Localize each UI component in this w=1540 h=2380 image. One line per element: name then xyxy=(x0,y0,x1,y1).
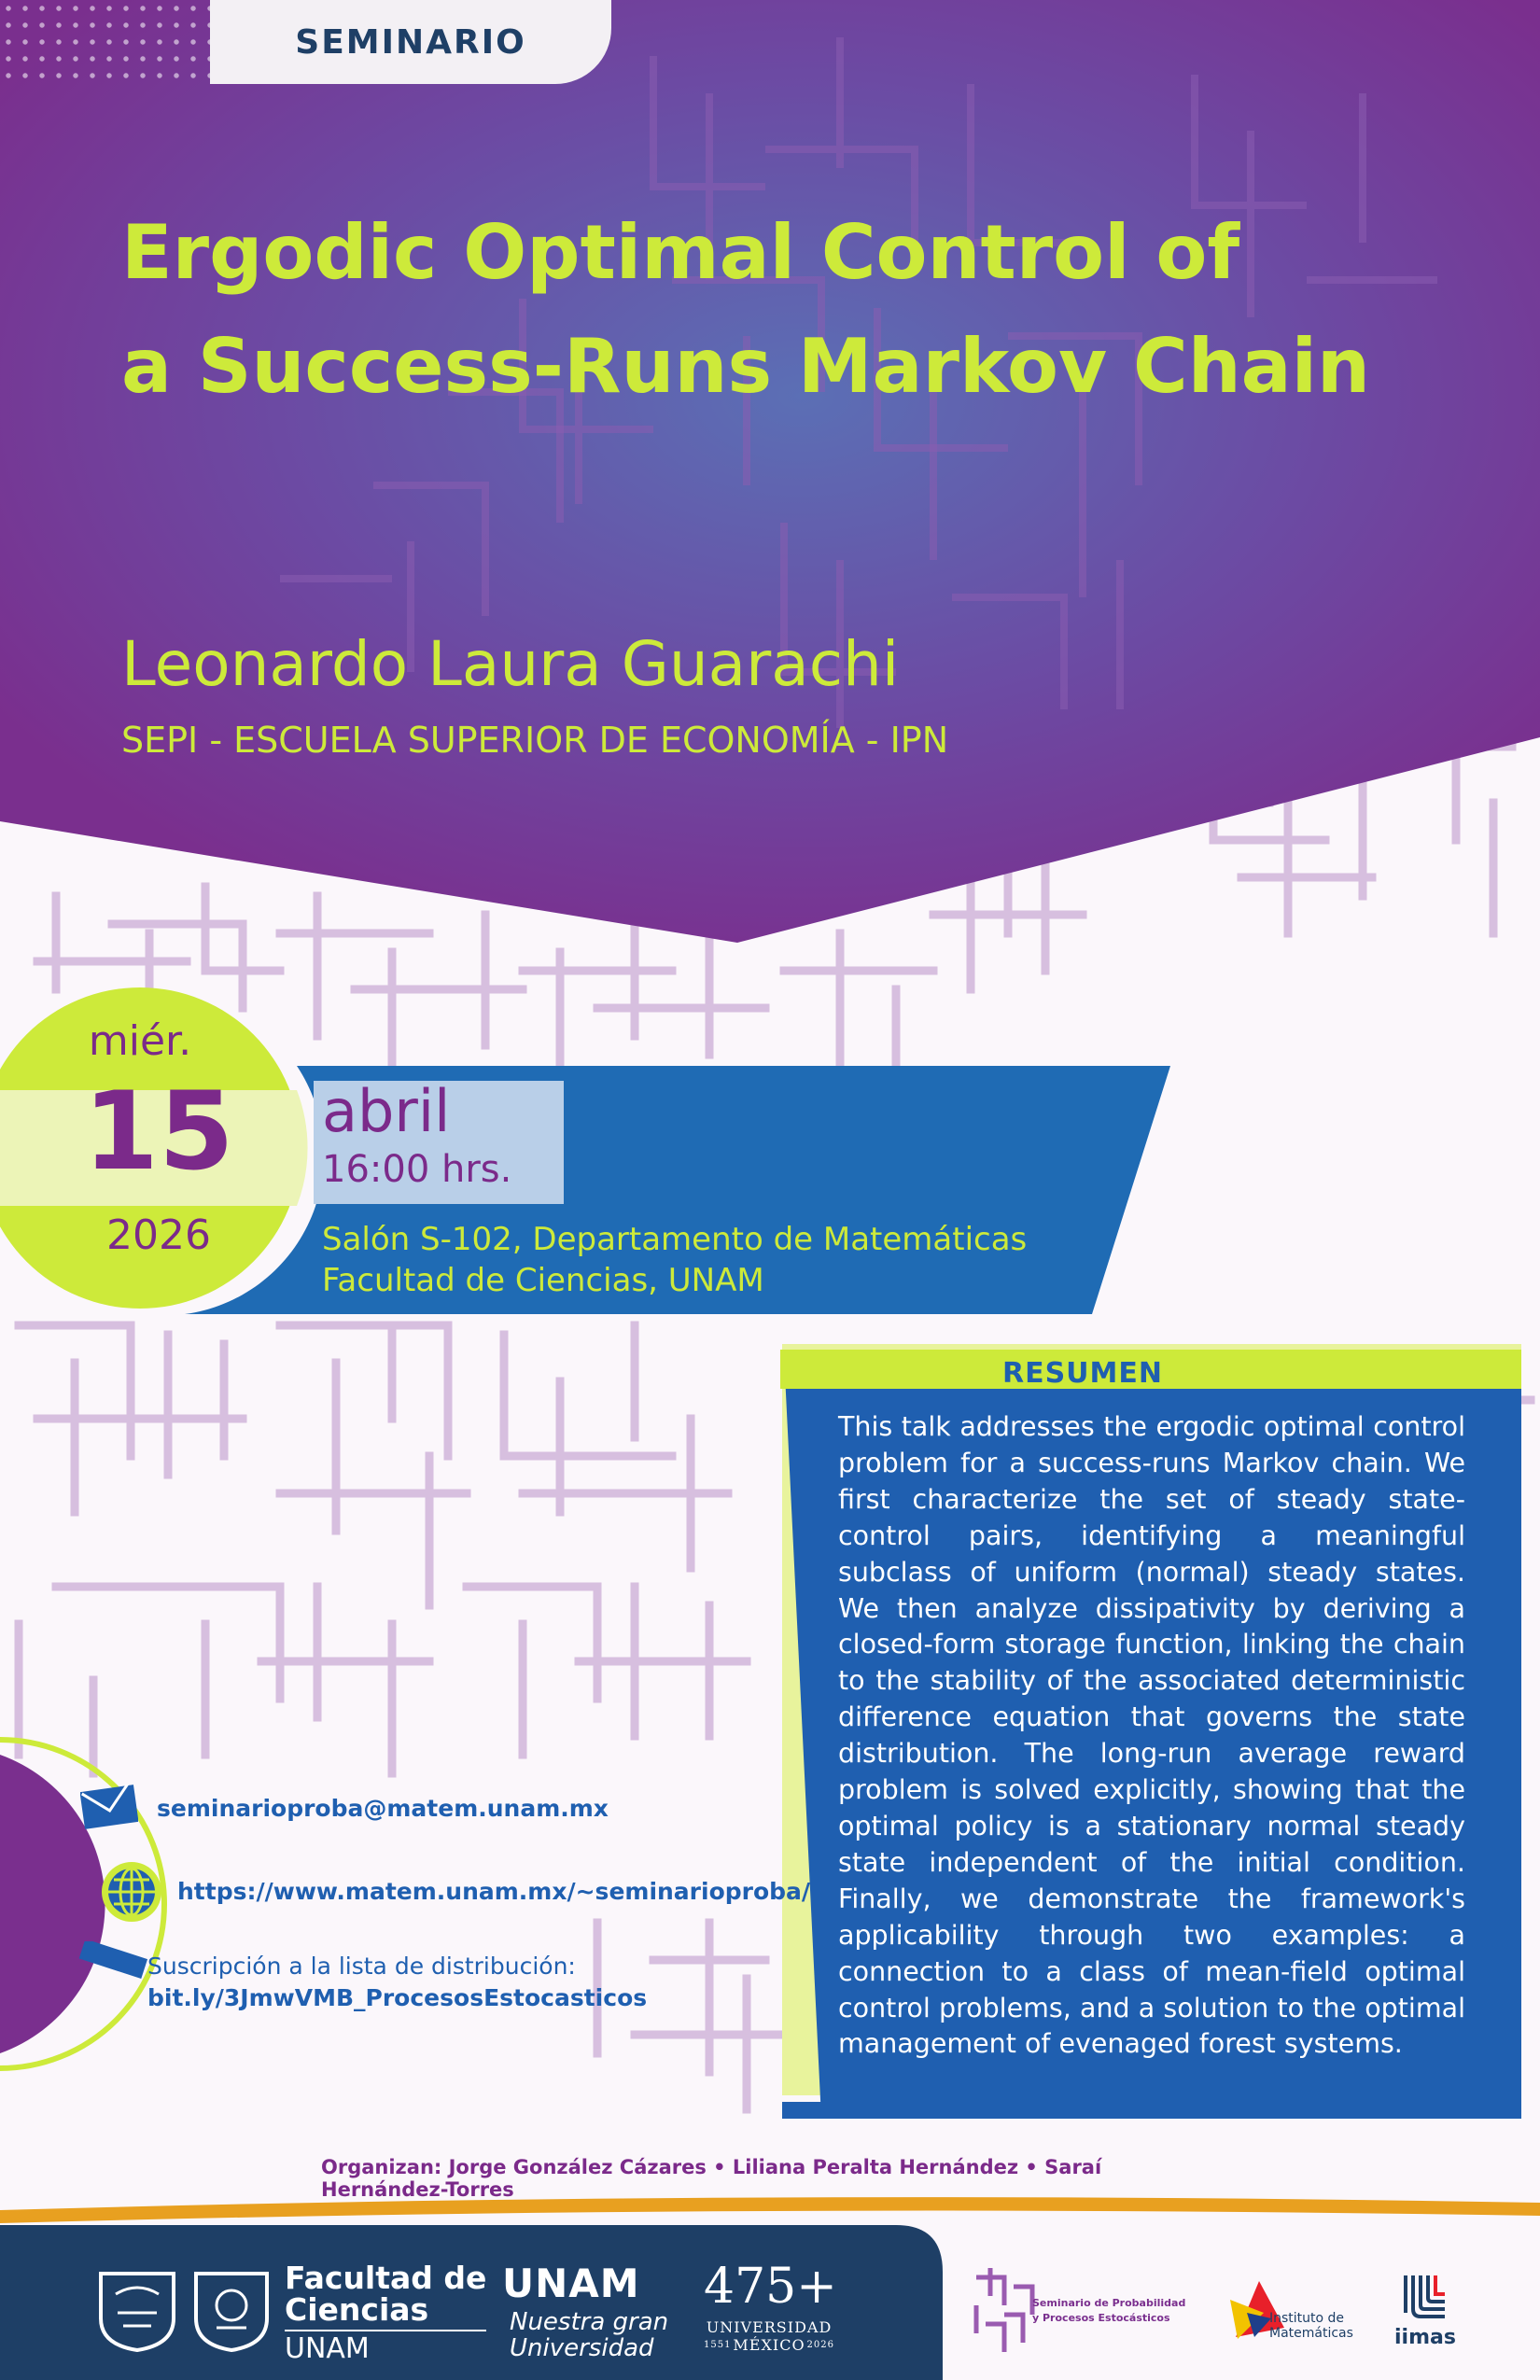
im-logo-text xyxy=(1269,2311,1353,2341)
day-number: 15 xyxy=(83,1069,234,1195)
mail-icon xyxy=(80,1785,138,1831)
globe-icon xyxy=(99,1859,164,1925)
event-time: 16:00 hrs. xyxy=(322,1148,512,1191)
faculty-shield-icon xyxy=(190,2268,273,2354)
im-logo-line-2: Matemáticas xyxy=(1269,2326,1353,2341)
year: 2026 xyxy=(106,1211,211,1259)
anniversary-sub-1: UNIVERSIDAD xyxy=(706,2318,833,2336)
venue xyxy=(322,1219,1027,1301)
anniversary-sub-2: MÉXICO xyxy=(733,2336,805,2354)
speaker-name: Leonardo Laura Guarachi xyxy=(121,628,900,700)
abstract-heading: RESUMEN xyxy=(1001,1357,1163,1390)
title-line-1: Ergodic Optimal Control of xyxy=(121,209,1240,296)
anniversary-sub xyxy=(704,2318,834,2354)
anniversary-year-1: 1551 xyxy=(704,2340,732,2350)
fc-logo-text xyxy=(285,2262,486,2365)
speaker-affiliation: SEPI - ESCUELA SUPERIOR DE ECONOMÍA - IPN xyxy=(121,720,949,761)
weekday: miér. xyxy=(88,1017,192,1065)
venue-line-2: Facultad de Ciencias, UNAM xyxy=(322,1262,764,1299)
iimas-logo-text: iimas xyxy=(1394,2326,1456,2349)
subscription-label: Suscripción a la lista de distribución: xyxy=(147,1953,576,1980)
talk-title xyxy=(121,196,1475,424)
venue-line-1: Salón S-102, Departamento de Matemáticas xyxy=(322,1221,1028,1258)
abstract-text: This talk addresses the ergodic optimal control problem for a success-runs Markov chain. We first characterize the set of steady state-control pairs, identifying a meaningful subclass of uniform (normal) steady states. We then analyze dissipativity by deriving a closed-form storage function, linking the chain to the stability of the associated deterministic difference equation that governs the state distribution. The long-run average reward problem is solved explicitly, showing that the optimal policy is a stationary normal steady state independent of the initial condition. Finally, we demonstrate the framework's applicability through two examples: a connection to a class of mean-field optimal control problems, and a solution to the optimal management of evenaged forest systems. xyxy=(838,1411,1465,2060)
seminar-logo-line-1: Seminario de Probabilidad xyxy=(1032,2297,1186,2309)
fc-line-2: Ciencias xyxy=(285,2291,429,2328)
email-link[interactable]: seminarioproba@matem.unam.mx xyxy=(157,1795,609,1822)
im-logo-line-1: Instituto de xyxy=(1269,2311,1345,2326)
dot-pattern xyxy=(0,0,210,84)
subscription-link[interactable]: bit.ly/3JmwVMB_ProcesosEstocasticos xyxy=(147,1984,648,2011)
seminar-tag: SEMINARIO xyxy=(210,0,611,84)
seminar-logo-line-2: y Procesos Estocásticos xyxy=(1032,2312,1170,2324)
iimas-logo-icon xyxy=(1398,2270,1450,2322)
unam-shield-icon xyxy=(95,2268,179,2354)
pencil-icon xyxy=(77,1941,151,1979)
fc-line-3: UNAM xyxy=(285,2330,486,2365)
seminar-logo-text xyxy=(1032,2296,1185,2326)
unam-tagline-2: Universidad xyxy=(510,2334,654,2362)
unam-logo: UNAM xyxy=(502,2261,640,2306)
month: abril xyxy=(322,1077,451,1145)
anniversary-year-2: 2026 xyxy=(806,2340,834,2350)
unam-tagline xyxy=(510,2309,668,2361)
title-line-2: a Success-Runs Markov Chain xyxy=(121,323,1371,410)
fc-line-1: Facultad de xyxy=(285,2260,487,2296)
website-link[interactable]: https://www.matem.unam.mx/~seminarioproba/ xyxy=(177,1878,811,1905)
organizers: Organizan: Jorge González Cázares • Liliana Peralta Hernández • Saraí Hernández-Torres xyxy=(321,2156,1102,2201)
seminar-maze-logo-icon xyxy=(967,2259,1042,2361)
unam-tagline-1: Nuestra gran xyxy=(510,2308,669,2336)
anniversary-logo: 475+ xyxy=(704,2259,837,2315)
